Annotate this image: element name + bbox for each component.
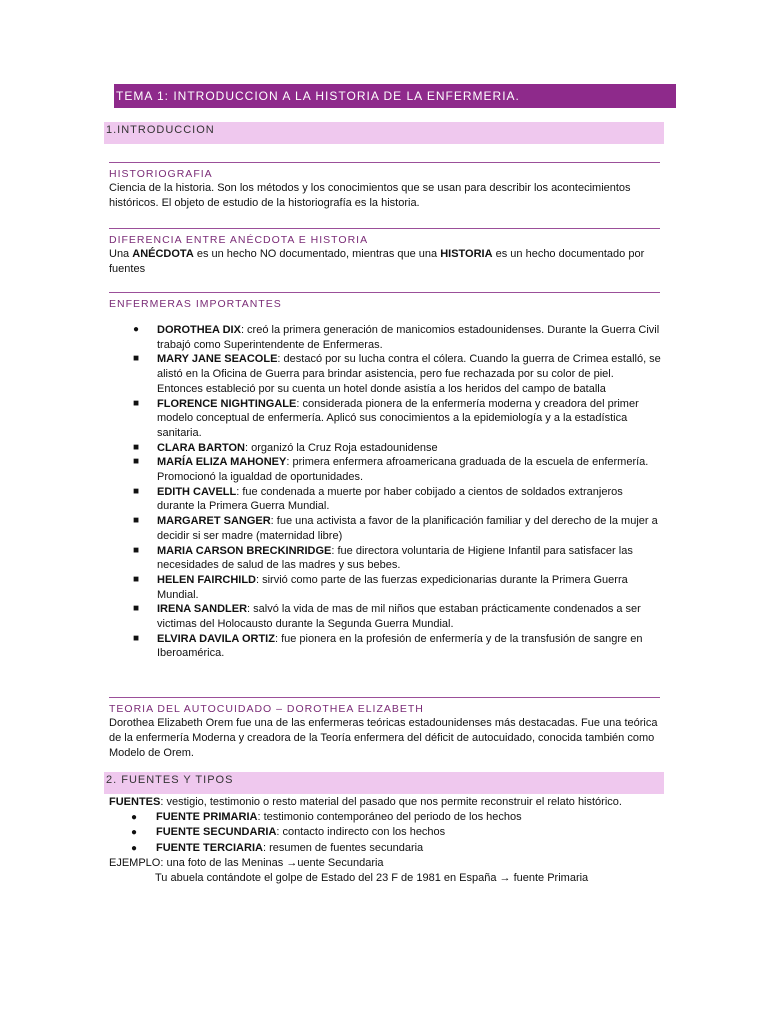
nurse-name: MARIA CARSON BRECKINRIDGE [157, 544, 332, 557]
fuente-name: FUENTE PRIMARIA [156, 811, 258, 824]
fuente-description: : contacto indirecto con los hechos [276, 826, 446, 839]
autocuidado-block [109, 697, 660, 761]
bullet-icon: ● [131, 827, 138, 839]
anecdota-term: ANÉCDOTA [132, 248, 194, 260]
bullet-icon: ● [132, 324, 140, 335]
nurse-description: : salvó la vida de mas de mil niños que estaban prácticamente condenados a ser victimas del Holocausto durante la Segunda Guerra Mundial. [157, 603, 641, 631]
diferencia-heading: DIFERENCIA ENTRE ANÉCDOTA E HISTORIA [109, 228, 660, 247]
list-item [131, 397, 662, 441]
diferencia-post: es un hecho documentado por fuentes [109, 248, 645, 275]
nurse-name: EDITH CAVELL [157, 485, 237, 498]
nurse-name: DOROTHEA DIX [157, 324, 241, 336]
fuentes-block [109, 795, 664, 886]
list-item [131, 485, 662, 514]
bullet-icon: ■ [132, 515, 140, 527]
fuente-description: : testimonio contemporáneo del periodo de los hechos [257, 811, 522, 824]
bullet-icon: ■ [132, 544, 140, 556]
list-item [131, 602, 662, 631]
nurse-description: : sirvió como parte de las fuerzas expedicionarias durante la Primera Guerra Mundial. [157, 573, 628, 601]
nurse-description: : fue condenada a muerte por haber cobijado a cientos de soldados extranjeros durante la Primera Guerra Mundial. [157, 485, 623, 513]
bullet-icon: ■ [132, 441, 140, 453]
historia-term: HISTORIA [440, 248, 493, 260]
nurse-name: MARGARET SANGER [157, 515, 271, 528]
bullet-icon: ■ [132, 397, 140, 409]
bullet-icon: ■ [132, 485, 140, 497]
diferencia-block [109, 228, 660, 277]
nurse-name: ELVIRA DAVILA ORTIZ [157, 632, 275, 645]
nurse-description: : fue pionera en la profesión de enfermería y de la transfusión de sangre en Iberoamérica. [157, 632, 643, 660]
list-item [131, 441, 662, 456]
bullet-icon: ■ [132, 456, 140, 468]
nurse-description: : destacó por su lucha contra el cólera. Cuando la guerra de Crimea estalló, se alistó en la Oficina de Guerra para brindar asistencia, pero fue rechazada por su color de piel. Entonces estableció por su cuenta un hotel donde asistía a los heridos del campo de batalla [157, 353, 661, 395]
fuente-name: FUENTE SECUNDARIA [156, 826, 277, 839]
document-title: TEMA 1: INTRODUCCION A LA HISTORIA DE LA ENFERMERIA. [114, 84, 676, 108]
bullet-icon: ● [131, 812, 138, 824]
nurse-description: : primera enfermera afroamericana graduada de la escuela de enfermería. Promocionó la igualdad de oportunidades. [157, 456, 649, 484]
fuente-name: FUENTE TERCIARIA [156, 841, 263, 854]
bullet-icon: ■ [132, 353, 140, 365]
autocuidado-text: Dorothea Elizabeth Orem fue una de las enfermeras teóricas estadounidenses más destacadas. Fue una teórica de la enfermería Moderna y creadora de la Teoría enfermera del déficit de autocuidado, conocida también como Modelo de Orem. [109, 717, 658, 759]
diferencia-text [109, 247, 660, 277]
nurse-description: : considerada pionera de la enfermería moderna y creadora del primer modelo conceptual de enfermería. Aplicó sus conocimientos a la epidemiología y a la estadística sanitaria. [157, 397, 639, 439]
nurse-description: : organizó la Cruz Roja estadounidense [245, 441, 438, 454]
nurse-name: IRENA SANDLER [157, 603, 248, 616]
fuente-description: : resumen de fuentes secundaria [262, 841, 424, 854]
nurse-name: HELEN FAIRCHILD [157, 573, 256, 586]
ejemplo-line-2: Tu abuela contándote el golpe de Estado del 23 F de 1981 en España → fuente Primaria [155, 872, 589, 885]
bullet-icon: ■ [132, 603, 140, 615]
list-item [109, 810, 664, 825]
list-item [109, 841, 664, 856]
bullet-icon: ■ [132, 632, 140, 644]
list-item [131, 455, 662, 484]
historiografia-block [109, 162, 660, 211]
nurse-name: MARÍA ELIZA MAHONEY [157, 456, 287, 469]
ejemplo-line-1: EJEMPLO: una foto de las Meninas →uente Secundaria [109, 856, 384, 869]
list-item [131, 323, 662, 352]
list-item [131, 352, 662, 396]
fuentes-label: FUENTES [109, 796, 161, 808]
list-item [109, 825, 664, 840]
section-heading-introduccion: 1.INTRODUCCION [104, 122, 664, 144]
autocuidado-heading: TEORIA DEL AUTOCUIDADO – DOROTHEA ELIZABETH [109, 697, 660, 716]
enfermeras-heading: ENFERMERAS IMPORTANTES [109, 292, 660, 311]
list-item [131, 544, 662, 573]
fuentes-definition [109, 795, 664, 810]
nurse-name: CLARA BARTON [157, 441, 245, 454]
enfermeras-block [109, 292, 660, 311]
diferencia-pre: Una [109, 248, 133, 260]
historiografia-text: Ciencia de la historia. Son los métodos y los conocimientos que se usan para describir los acontecimientos históricos. El objeto de estudio de la historiografía es la historia. [109, 182, 631, 209]
list-item [131, 632, 662, 661]
historiografia-heading: HISTORIOGRAFIA [109, 162, 660, 181]
nurse-name: FLORENCE NIGHTINGALE [157, 397, 297, 410]
nurse-description: : fue una activista a favor de la planificación familiar y del derecho de la mujer a decidir si ser madre (maternidad libre) [157, 515, 658, 542]
section-heading-fuentes: 2. FUENTES Y TIPOS [104, 772, 664, 794]
list-item [131, 514, 662, 543]
fuentes-text: : vestigio, testimonio o resto material del pasado que nos permite reconstruir el relato histórico. [160, 796, 622, 808]
bullet-icon: ■ [132, 573, 140, 585]
diferencia-mid: es un hecho NO documentado, mientras que una [193, 248, 441, 260]
nurse-name: MARY JANE SEACOLE [157, 353, 278, 366]
nurse-description: : creó la primera generación de manicomios estadounidenses. Durante la Guerra Civil trabajó como Superintendente de Enfermeras. [157, 324, 660, 351]
nurse-description: : fue directora voluntaria de Higiene Infantil para satisfacer las necesidades de salud de las madres y sus bebes. [157, 544, 633, 572]
list-item [131, 573, 662, 602]
bullet-icon: ● [131, 842, 138, 854]
enfermeras-list [131, 323, 662, 661]
